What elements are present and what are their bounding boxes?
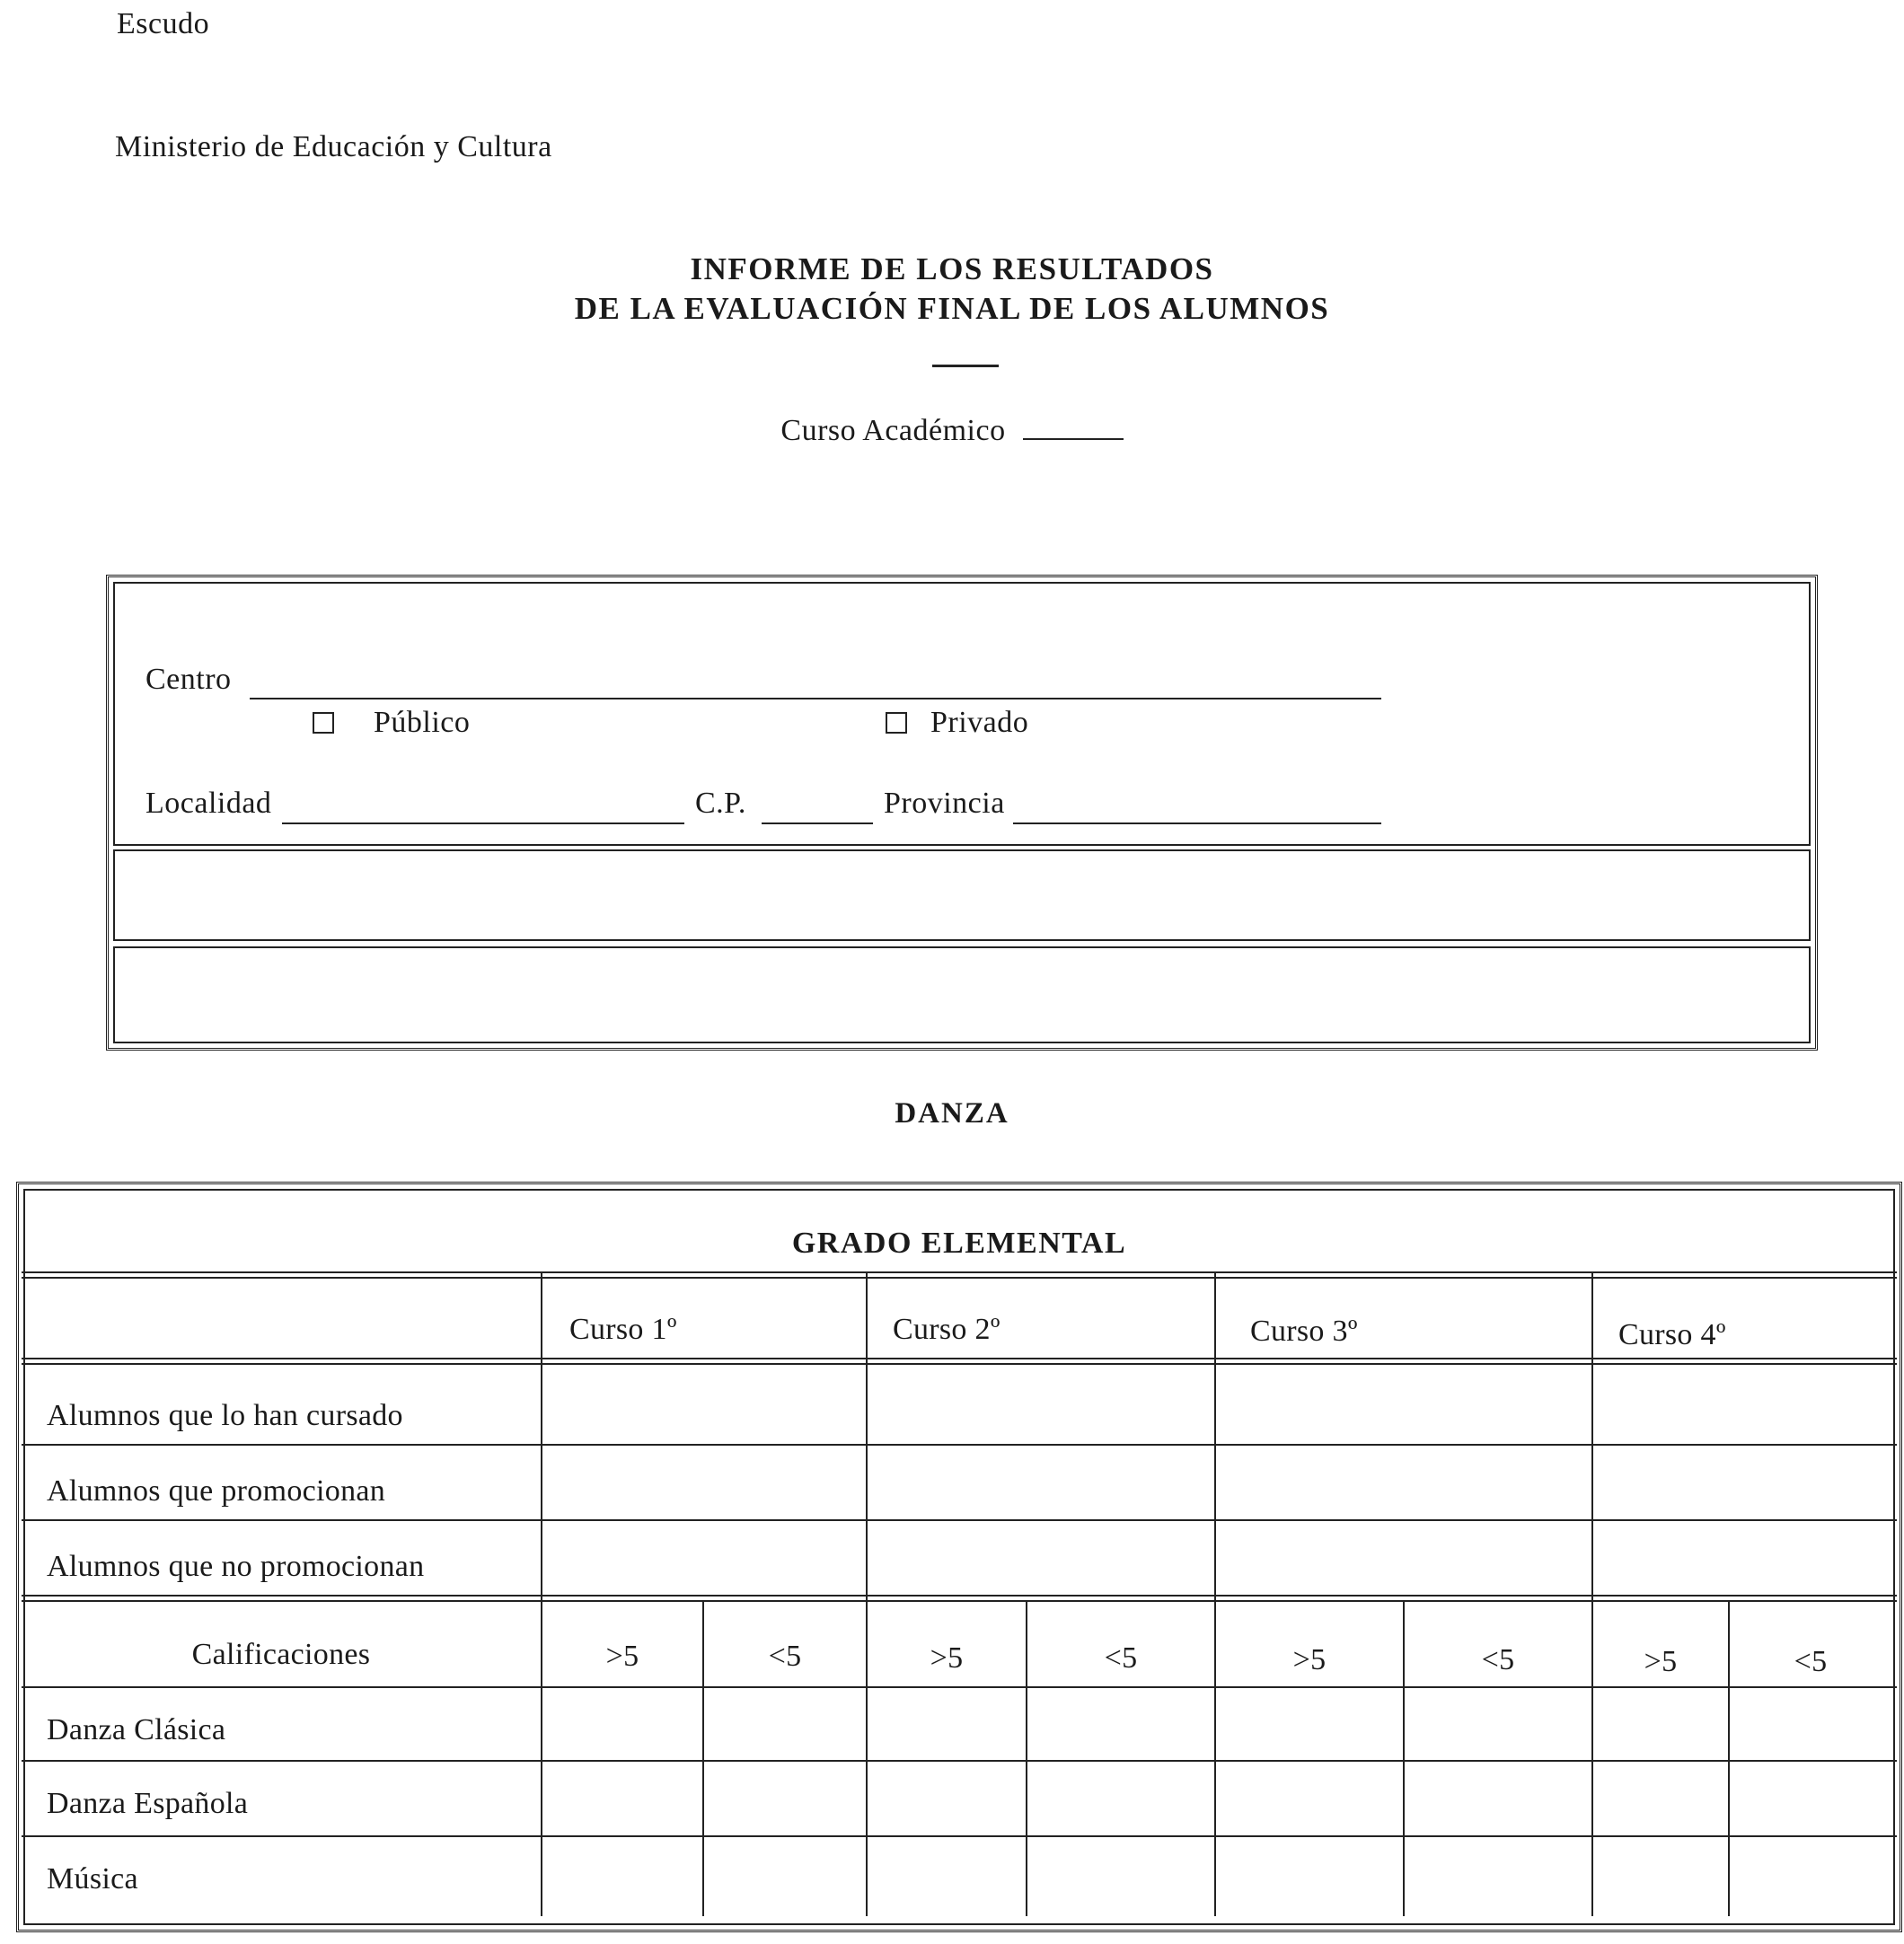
grade-header: >5 [1292,1643,1327,1676]
course-header-3: Curso 3º [1250,1315,1358,1348]
localidad-field[interactable] [282,821,684,824]
calificaciones-label: Calificaciones [191,1638,371,1671]
curso-academico-label: Curso Académico [780,414,1006,447]
col-divider [1214,1273,1216,1916]
row-divider [22,1600,1897,1602]
row-divider [22,1271,1897,1273]
cp-label: C.P. [695,787,746,820]
report-title-line1: INFORME DE LOS RESULTADOS [690,251,1214,286]
row-divider [22,1277,1897,1279]
course-header-2: Curso 2º [893,1313,1000,1346]
grade-title: GRADO ELEMENTAL [791,1227,1127,1260]
row-divider [22,1595,1897,1597]
subject-musica: Música [47,1862,138,1896]
row-divider [22,1835,1897,1837]
escudo-label: Escudo [117,7,210,40]
grade-header: >5 [1644,1645,1678,1678]
privado-checkbox[interactable] [886,712,907,734]
row-label-no-promocionan: Alumnos que no promocionan [47,1550,425,1583]
grade-header: <5 [768,1640,802,1673]
col-divider [541,1273,542,1916]
title-divider [932,365,999,367]
provincia-label: Provincia [884,787,1005,820]
row-divider [22,1444,1897,1446]
section-title-danza: DANZA [895,1097,1009,1130]
provincia-field[interactable] [1013,821,1381,824]
subject-danza-clasica: Danza Clásica [47,1713,226,1746]
course-header-4: Curso 4º [1618,1318,1726,1351]
grade-header: <5 [1104,1641,1138,1675]
cp-field[interactable] [762,821,873,824]
row-divider [22,1760,1897,1762]
row-divider [22,1363,1897,1365]
publico-label: Público [374,706,471,739]
publico-checkbox[interactable] [313,712,334,734]
centro-label: Centro [145,663,232,696]
localidad-label: Localidad [145,787,272,820]
row-divider [22,1358,1897,1359]
blank-box-1 [113,849,1811,941]
grade-header: >5 [930,1641,964,1675]
privado-label: Privado [930,706,1029,739]
grade-header: <5 [1794,1645,1828,1678]
subject-danza-espanola: Danza Española [47,1787,249,1820]
blank-box-2 [113,946,1811,1043]
curso-academico-field[interactable] [1023,411,1124,440]
centro-field[interactable] [250,696,1381,699]
report-title-line2: DE LA EVALUACIÓN FINAL DE LOS ALUMNOS [574,291,1330,326]
row-label-promocionan: Alumnos que promocionan [47,1474,386,1508]
curso-academico-row [0,411,1904,448]
row-divider [22,1519,1897,1521]
col-divider [866,1273,868,1916]
ministerio-label: Ministerio de Educación y Cultura [115,130,552,163]
row-label-cursado: Alumnos que lo han cursado [47,1399,403,1432]
row-divider [22,1686,1897,1688]
course-header-1: Curso 1º [569,1313,677,1346]
col-divider [1591,1273,1593,1916]
grade-header: >5 [605,1640,639,1673]
grade-header: <5 [1481,1643,1515,1676]
